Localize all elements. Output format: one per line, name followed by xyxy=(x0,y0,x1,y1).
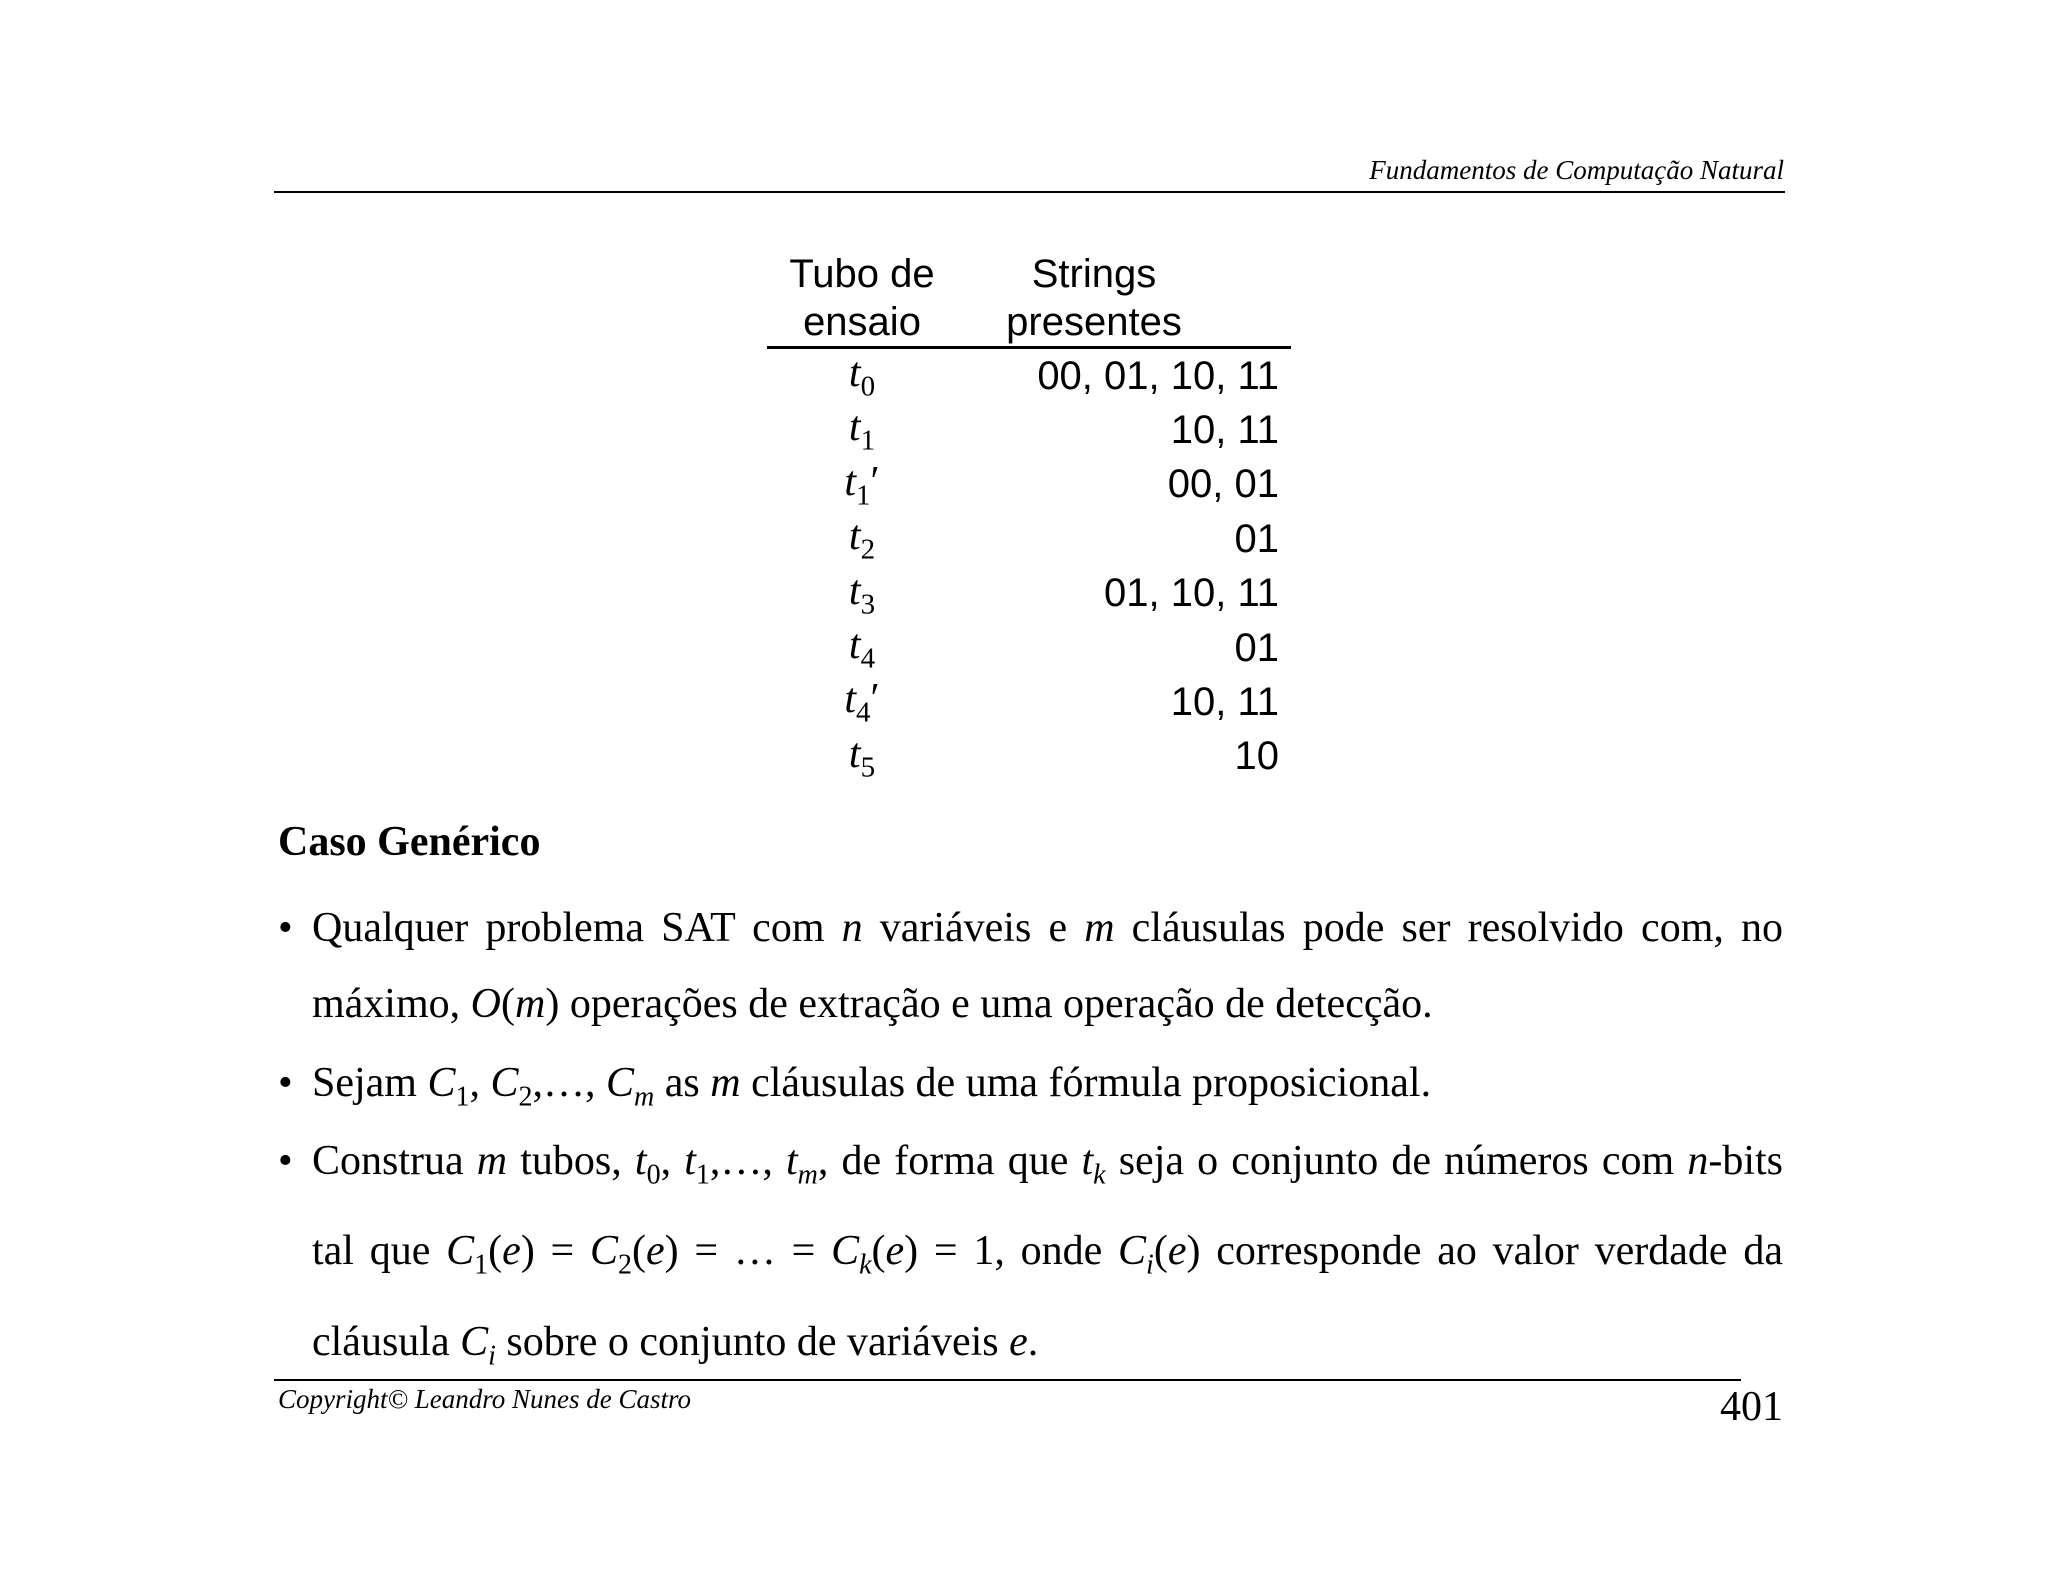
table-row xyxy=(767,403,1291,457)
bullet-text: Qualquer problema SAT com n variáveis e m cláusulas pode ser resolvido com, no máximo, O(m) operações de extração e uma operação de detecção. xyxy=(312,905,1783,1027)
strings-cell: 00, 01 xyxy=(1167,462,1279,507)
page-number: 401 xyxy=(1720,1384,1783,1430)
tube-cell: $t_1$ xyxy=(848,404,876,457)
tube-cell: $t_4$ xyxy=(848,621,876,675)
bullet-marker: • xyxy=(278,905,293,951)
column-header-tube-line2: ensaio xyxy=(803,300,921,344)
column-header-strings xyxy=(957,250,1291,348)
table-row xyxy=(767,567,1291,621)
strings-cell: 10, 11 xyxy=(1170,408,1279,453)
bullet-item xyxy=(278,1045,1783,1135)
tube-cell: $t_4'$ xyxy=(844,676,880,729)
table-row xyxy=(767,458,1291,512)
header-rule xyxy=(274,191,1785,193)
column-header-tube xyxy=(767,250,957,348)
bullet-item xyxy=(278,890,1783,1042)
section-title: Caso Genérico xyxy=(278,819,541,865)
strings-cell: 10 xyxy=(1234,734,1279,779)
strings-cell: 00, 01, 10, 11 xyxy=(1037,353,1279,398)
strings-cell: 10, 11 xyxy=(1170,680,1279,725)
column-header-strings-line1: Strings xyxy=(1031,252,1157,296)
tube-cell: $t_1'$ xyxy=(844,458,880,512)
tube-cell: $t_0$ xyxy=(848,350,876,403)
table-row xyxy=(767,512,1291,566)
table-body xyxy=(767,348,1291,785)
table-header-row xyxy=(767,250,1291,348)
table-row xyxy=(767,348,1291,404)
tube-cell: $t_5$ xyxy=(848,730,876,784)
strings-cell: 01 xyxy=(1234,625,1279,670)
tube-cell: $t_3$ xyxy=(848,567,876,620)
column-header-strings-line2: presentes xyxy=(1006,300,1182,344)
strings-cell: 01 xyxy=(1234,516,1279,561)
test-tube-table xyxy=(767,250,1291,784)
strings-cell: 01, 10, 11 xyxy=(1104,571,1279,616)
footer-copyright: Copyright© Leandro Nunes de Castro xyxy=(278,1384,692,1414)
bullet-text: Sejam $C_1$, $C_2,\dots$, $C_m$ as m cláusulas de uma fórmula proposicional. xyxy=(312,1060,1432,1113)
bullet-text: Construa m tubos, $t_0$, $t_1,\dots$, $t_m$, de forma que $t_k$ seja o conjunto de números com n-bits tal que $C_1(e) = C_2(e)$ = … = $C_k(e) = 1$, onde $C_i(e)$ corresponde ao valor verdade da cláusula $C_i$ sobre o conjunto de variáveis e. xyxy=(312,1138,1783,1372)
column-header-tube-line1: Tubo de xyxy=(789,252,935,296)
bullet-marker: • xyxy=(278,1138,293,1184)
footer-rule xyxy=(274,1379,1741,1381)
bullet-marker: • xyxy=(278,1060,293,1106)
table-row xyxy=(767,730,1291,784)
bullet-item xyxy=(278,1123,1783,1394)
table-row xyxy=(767,621,1291,675)
tube-cell: $t_2$ xyxy=(848,513,876,566)
header-title: Fundamentos de Computação Natural xyxy=(1369,155,1784,185)
table-row xyxy=(767,675,1291,729)
